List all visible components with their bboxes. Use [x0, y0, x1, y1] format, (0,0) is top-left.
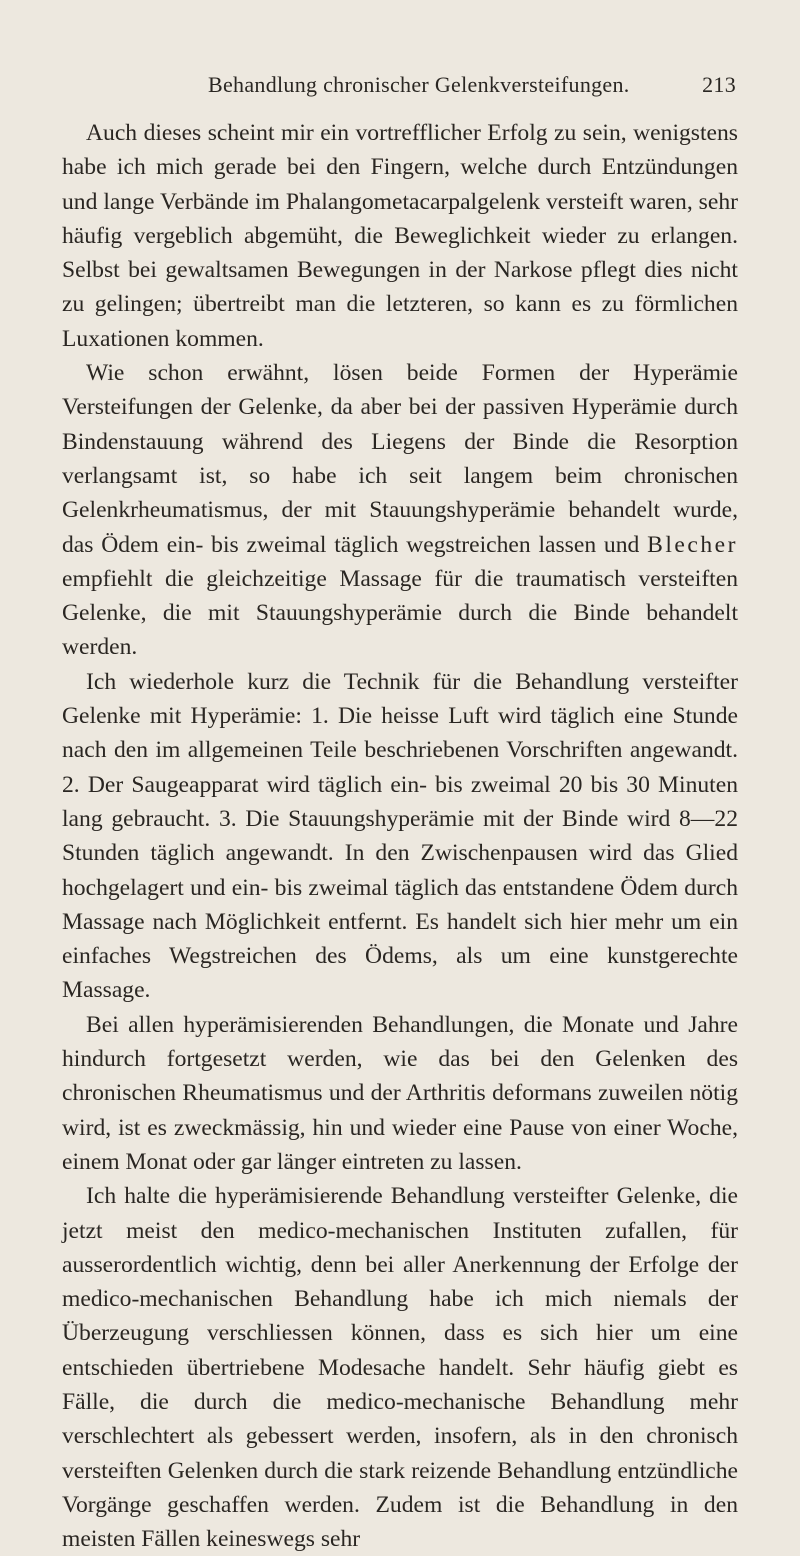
body-text [62, 116, 738, 1556]
paragraph-2 [62, 356, 738, 665]
paragraph-3: Ich wiederhole kurz die Technik für die Behandlung versteifter Gelenke mit Hyperämie: 1. Die heisse Luft wird täglich eine Stunde nach den im allgemeinen Teile beschriebenen Vorschriften angewandt. 2. Der Saugeapparat wird täglich ein- bis zweimal 20 bis 30 Minuten lang gebraucht. 3. Die Stauungshyperämie mit der Binde wird 8—22 Stunden täglich angewandt. In den Zwischenpausen wird das Glied hochgelagert und ein- bis zweimal täglich das entstandene Ödem durch Massage nach Möglichkeit entfernt. Es handelt sich hier mehr um ein einfaches Wegstreichen des Ödems, als um eine kunstgerechte Massage. [62, 668, 738, 1004]
author-name-blecher: Blecher [647, 531, 738, 558]
paragraph-4: Bei allen hyperämisierenden Behandlungen, die Monate und Jahre hindurch fortgesetzt werden, wie das bei den Gelenken des chronischen Rheumatismus und der Arthritis deformans zuweilen nötig wird, ist es zweckmässig, hin und wieder eine Pause von einer Woche, einem Monat oder gar länger eintreten zu lassen. [62, 1011, 738, 1175]
paragraph-5: Ich halte die hyperämisierende Behandlung versteifter Gelenke, die jetzt meist den medico-mechanischen Instituten zufallen, für ausserordentlich wichtig, denn bei aller Anerkennung der Erfolge der medico-mechanischen Behandlung habe ich mich niemals der Überzeugung verschliessen können, dass es sich hier um eine entschieden übertriebene Modesache handelt. Sehr häufig giebt es Fälle, die durch die medico-mechanische Behandlung mehr verschlechtert als gebessert werden, insofern, als in den chronisch versteiften Gelenken durch die stark reizende Behandlung entzündliche Vorgänge geschaffen werden. Zudem ist die Behandlung in den meisten Fällen keineswegs sehr [62, 1183, 738, 1553]
page-header [62, 72, 738, 116]
paragraph-2-text-before: Wie schon erwähnt, lösen beide Formen der Hyperämie Versteifungen der Gelenke, da aber bei der passiven Hyperämie durch Bindenstauung während des Liegens der Binde die Resorption verlangsamt ist, so habe ich seit langem beim chronischen Gelenkrheumatismus, der mit Stauungshyperämie behandelt wurde, das Ödem ein- bis zweimal täglich wegstreichen lassen und [62, 360, 738, 558]
paragraph-2-text-after: empfiehlt die gleichzeitige Massage für die traumatisch versteiften Gelenke, die mit Stauungshyperämie durch die Binde behandelt werden. [62, 565, 738, 661]
page-number: 213 [702, 72, 736, 97]
paragraph-1: Auch dieses scheint mir ein vortrefflicher Erfolg zu sein, wenigstens habe ich mich gerade bei den Fingern, welche durch Entzündungen und lange Verbände im Phalangometacarpalgelenk versteift waren, sehr häufig vergeblich abgemüht, die Beweglichkeit wieder zu erlangen. Selbst bei gewaltsamen Bewegungen in der Narkose pflegt dies nicht zu gelingen; übertreibt man die letzteren, so kann es zu förmlichen Luxationen kommen. [62, 120, 738, 352]
running-title: Behandlung chronischer Gelenkversteifungen. [208, 72, 630, 97]
